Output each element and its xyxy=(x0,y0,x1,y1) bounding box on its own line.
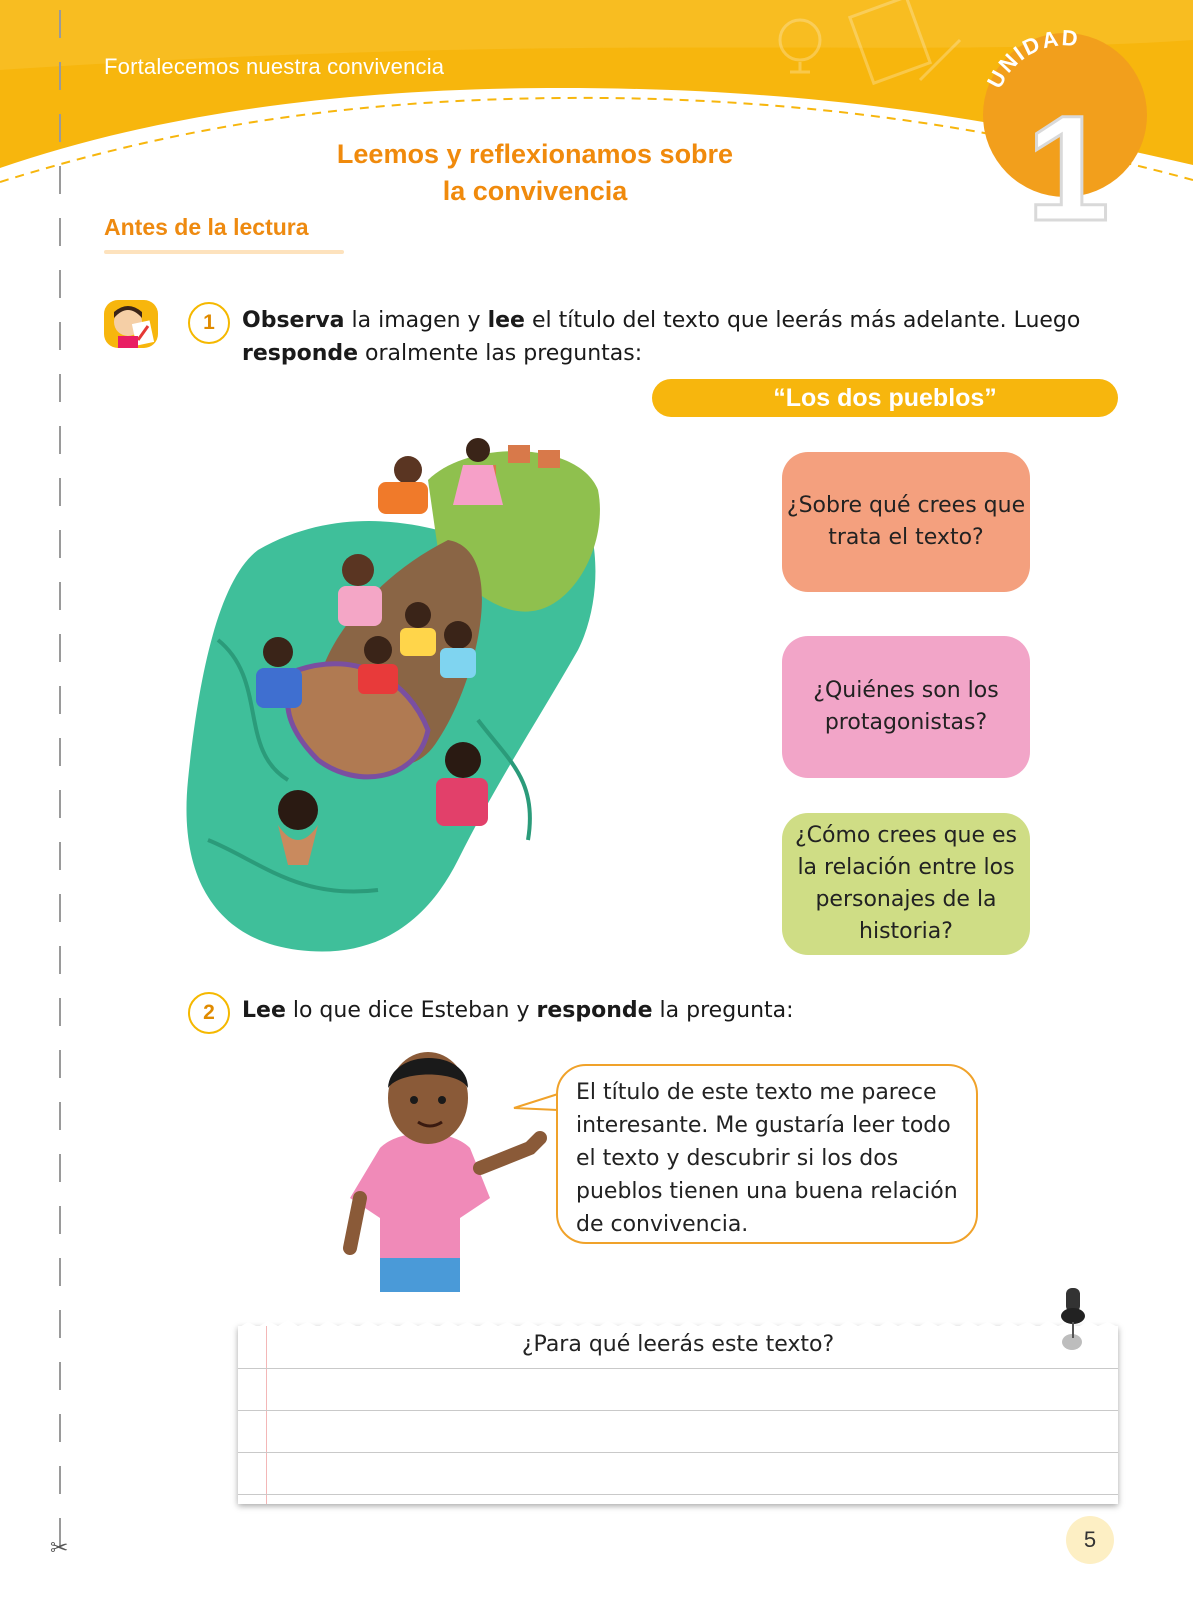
notebook-line xyxy=(238,1494,1118,1495)
unit-badge xyxy=(980,30,1150,240)
story-title-banner: “Los dos pueblos” xyxy=(652,379,1118,417)
activity-1-instructions xyxy=(242,304,1092,370)
speech-bubble-tail xyxy=(512,1090,562,1120)
speech-bubble: El título de este texto me parece interesante. Me gustaría leer todo el texto y descubrir si los dos pueblos tienen una buena relación de convivencia. xyxy=(556,1064,978,1244)
cut-line xyxy=(56,10,66,1570)
notebook-line xyxy=(238,1368,1118,1369)
notebook-line xyxy=(238,1410,1118,1411)
instr2-text1: lo que dice Esteban y xyxy=(285,998,537,1023)
unit-label: UNIDAD xyxy=(981,30,1081,93)
title-line-2: la convivencia xyxy=(442,176,628,206)
section-title: Antes de la lectura xyxy=(104,214,309,240)
verb-observa: Observa xyxy=(242,308,345,333)
student-writing-icon xyxy=(104,300,158,348)
page-title xyxy=(260,136,810,210)
activity-number-2: 2 xyxy=(188,992,230,1034)
activity-number-1: 1 xyxy=(188,302,230,344)
section-underline xyxy=(104,250,344,254)
verb-responde: responde xyxy=(242,341,359,366)
boat-rescue-illustration xyxy=(178,420,608,960)
question-bubble-3: ¿Cómo crees que es la relación entre los personajes de la historia? xyxy=(782,813,1030,955)
esteban-illustration xyxy=(340,1048,550,1292)
notebook-line xyxy=(238,1452,1118,1453)
instr1-text2: el título del texto que leerás más adelante. Luego xyxy=(524,308,1081,333)
question-bubble-1: ¿Sobre qué crees que trata el texto? xyxy=(782,452,1030,592)
unit-number: 1 xyxy=(1026,84,1110,240)
title-line-1: Leemos y reflexionamos sobre xyxy=(336,139,734,169)
verb-lee: lee xyxy=(487,308,525,333)
verb-responde-2: responde xyxy=(536,998,653,1023)
page-number: 5 xyxy=(1066,1516,1114,1564)
verb-lee-2: Lee xyxy=(242,998,286,1023)
scissors-icon: ✂ xyxy=(50,1536,69,1561)
question-bubble-2: ¿Quiénes son los protagonistas? xyxy=(782,636,1030,778)
activity-2-instructions xyxy=(242,994,1092,1027)
notebook-torn-edge xyxy=(238,1318,1118,1330)
instr1-text1: la imagen y xyxy=(344,308,488,333)
instr1-text3: oralmente las preguntas: xyxy=(358,341,643,366)
notebook-question: ¿Para qué leerás este texto? xyxy=(521,1332,835,1357)
instr2-text2: la pregunta: xyxy=(652,998,794,1023)
header-title: Fortalecemos nuestra convivencia xyxy=(104,54,445,79)
pushpin-icon xyxy=(1052,1282,1102,1362)
